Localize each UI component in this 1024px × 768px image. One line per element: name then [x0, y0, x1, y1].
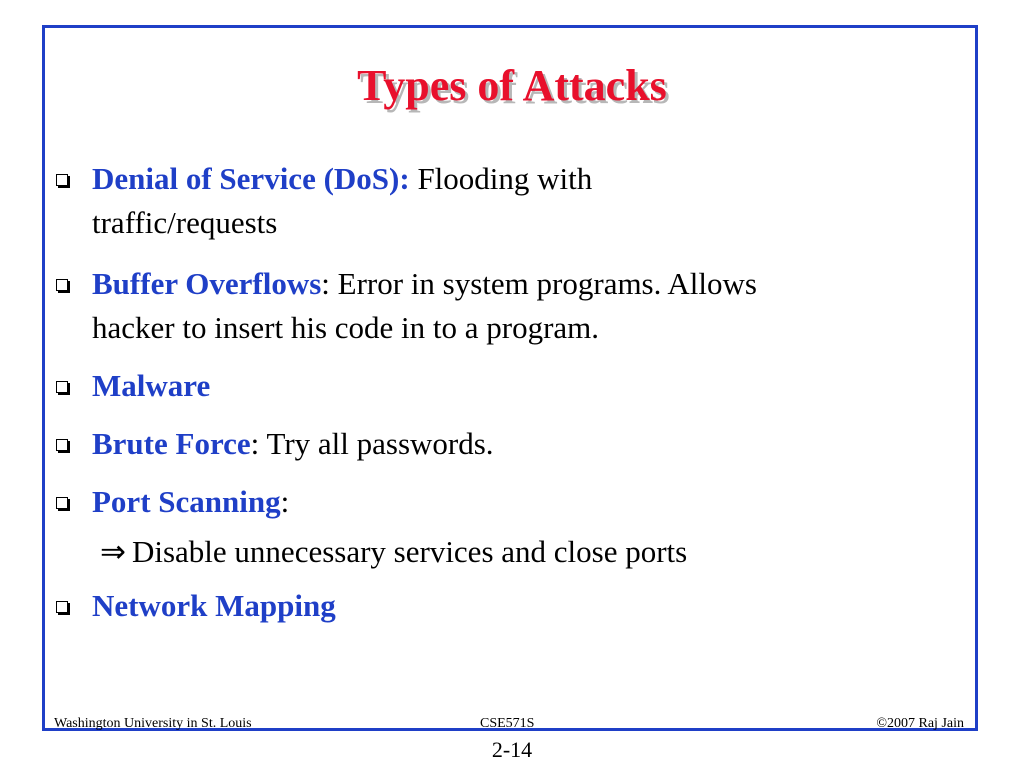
bullet-buffer-overflows — [50, 262, 950, 350]
slide-title: Types of Attacks — [357, 61, 667, 110]
bullet-term: Port Scanning — [92, 484, 281, 519]
page-number: 2-14 — [491, 737, 533, 762]
bullet-term: Malware — [92, 368, 211, 403]
bullet-text: Flooding with — [409, 161, 593, 196]
bullet-content — [92, 584, 950, 628]
checkbox-bullet-icon — [56, 439, 68, 451]
bullet-content — [92, 422, 950, 466]
sub-point-text: Disable unnecessary services and close ports — [131, 534, 688, 569]
checkbox-bullet-icon — [56, 381, 68, 393]
bullet-port-scanning — [50, 480, 950, 524]
bullet-content — [92, 364, 950, 408]
bullet-malware — [50, 364, 950, 408]
bullet-term: Brute Force — [92, 426, 251, 461]
checkbox-bullet-icon — [56, 174, 68, 186]
bullet-content — [92, 480, 950, 524]
bullet-text: : Error in system programs. Allows — [321, 266, 757, 301]
sub-point — [100, 530, 687, 574]
checkbox-bullet-icon — [56, 601, 68, 613]
bullet-network-mapping — [50, 584, 950, 628]
bullet-text: : — [280, 484, 290, 519]
implies-arrow-icon: ⇒ — [100, 534, 126, 569]
bullet-term: Denial of Service (DoS): — [92, 161, 410, 196]
bullet-text-continued: hacker to insert his code in to a program. — [92, 310, 600, 345]
footer-copyright: ©2007 Raj Jain — [876, 716, 964, 731]
checkbox-bullet-icon — [56, 279, 68, 291]
bullet-text-continued: traffic/requests — [92, 205, 278, 240]
footer-institution: Washington University in St. Louis — [54, 716, 252, 731]
bullet-brute-force — [50, 422, 950, 466]
footer-course: CSE571S — [480, 716, 535, 731]
bullet-term: Network Mapping — [92, 588, 336, 623]
checkbox-bullet-icon — [56, 497, 68, 509]
bullet-dos — [50, 157, 950, 245]
bullet-content — [92, 262, 950, 350]
bullet-term: Buffer Overflows — [92, 266, 322, 301]
bullet-content — [92, 157, 950, 245]
bullet-text: : Try all passwords. — [250, 426, 494, 461]
